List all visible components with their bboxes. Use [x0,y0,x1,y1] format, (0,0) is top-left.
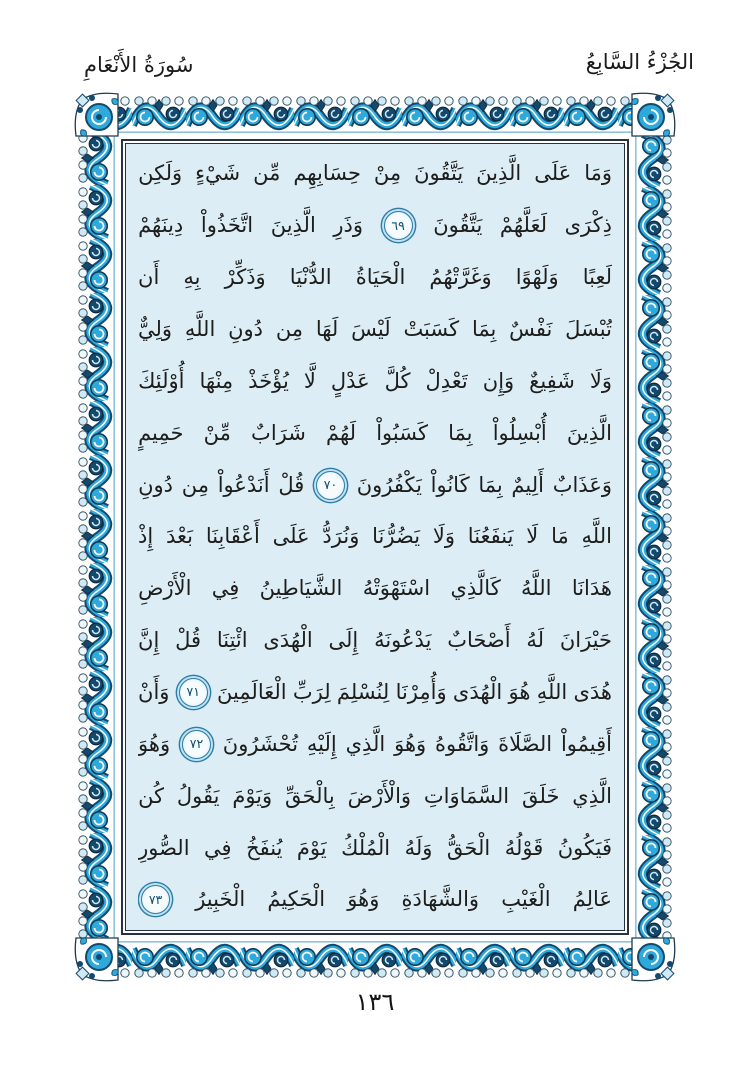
quran-word: بِالْحَقِّ [285,783,335,808]
quran-word: الْحَقُّ [446,835,491,860]
border-ornament-left-icon [78,133,115,941]
quran-word: وَلَهْوًا [515,265,559,290]
quran-word: يَتَّقُونَ [414,161,464,186]
quran-word: تَعْدِلْ [425,368,468,393]
quran-word: لَهَا [315,317,339,341]
mushaf-line [138,822,612,874]
quran-word: كَانُواْ [430,472,470,497]
quran-word: وَذَرِ [333,213,364,238]
quran-word: قَوْلُهُ [504,835,544,860]
quran-word: وَلَهُ [404,835,433,860]
quran-word: اللَّهِ [184,317,216,341]
mushaf-line [138,511,612,563]
quran-word: أَلِيمٌ [511,472,544,497]
quran-word: تُبْسَلَ [565,317,612,341]
ayah-marker: ٧١ [179,678,208,707]
quran-word: عَالِمُ [572,887,612,912]
surah-header: سُورَةُ الأَنْعَامِ [84,53,194,77]
ayah-marker: ٦٩ [384,211,413,240]
quran-word: الْحَيَاةُ [355,265,406,290]
quran-word: وَإِن [482,368,515,393]
quran-word: أَنَدْعُواْ [217,472,270,497]
quran-word: قُلْ [278,472,305,497]
quran-word: مِنْ [373,161,402,186]
corner-ornament-bottom-left-icon [72,936,120,984]
mushaf-line [138,615,612,667]
quran-word: لَعَلَّهُمْ [499,213,548,238]
quran-word: السَّمَاوَاتِ [423,783,510,808]
quran-word: اسْتَهْوَتْهُ [362,576,431,601]
mushaf-line [138,148,612,200]
quran-word: الدُّنْيَا [289,265,332,290]
quran-word: أَصْحَابٌ [447,628,511,653]
quran-word: وَهُوَ [138,731,171,756]
quran-word: يَدْعُونَهُ [374,628,432,653]
quran-word: إِلَيْهِ [306,731,337,756]
quran-word: مِن [181,472,209,497]
quran-word: يَتَّقُونَ [433,213,483,238]
juz-header: الجُزْءُ السَّابِعُ [585,50,694,74]
quran-word: وَلَا [432,524,455,549]
quran-word: الشَّيَاطِينُ [259,576,343,601]
quran-word: وَعَذَابٌ [552,472,612,497]
quran-word: إِلَى [328,628,359,653]
quran-word: وَأَنْ [138,680,170,705]
quran-word: وَلَكِن [138,161,183,186]
quran-word: اللَّهُ [521,576,552,601]
quran-word: حَمِيمٍ [138,420,184,445]
quran-word: شَرَابٌ [251,420,306,445]
quran-word: بِمَا [478,472,503,497]
ayah-marker: ٧٢ [182,730,211,759]
mushaf-line [138,770,612,822]
quran-word: هُدَى [573,680,612,705]
quran-word: لِنُسْلِمَ [336,680,390,705]
quran-word: وَالشَّهَادَةِ [401,887,480,912]
quran-word: إِذْ [138,524,154,549]
quran-word: كَسَبُواْ [376,420,428,445]
quran-word: وَمَا [584,161,612,186]
quran-word: دُونِ [228,317,264,341]
quran-word: أَعْقَابِنَا [205,524,260,549]
mushaf-line [138,407,612,459]
quran-word: الَّذِينَ [566,420,612,445]
mushaf-line [138,563,612,615]
quran-word: بِمَا [471,317,497,341]
mushaf-line [138,252,612,304]
quran-word: يَنفَعُنَا [467,524,514,549]
border-ornament-right-icon [635,133,672,941]
quran-word: يُؤْخَذْ [248,368,289,393]
quran-word: وَغَرَّتْهُمُ [429,265,492,290]
quran-word: وَلَا [589,368,612,393]
quran-word: بِهِ [183,265,201,290]
quran-word: قُلْ [175,628,202,653]
quran-word: لَّا [303,368,316,393]
quran-word: شَفِيعٌ [529,368,575,393]
quran-word: كَالَّذِي [450,576,501,601]
quran-word: يَوْمَ [296,835,327,860]
quran-word: الصُّورِ [138,835,190,860]
quran-word: حَيْرَانَ [559,628,612,653]
corner-ornament-bottom-right-icon [630,936,678,984]
quran-word: الْأَرْضِ [138,576,192,601]
quran-word: الصَّلَاةَ [498,731,553,756]
quran-word: يَكْفُرُونَ [356,472,422,497]
quran-word: مَا [551,524,569,549]
quran-word: وَاتَّقُوهُ [435,731,490,756]
page-number: ١٣٦ [355,988,395,1016]
quran-word: يَضُرُّنَا [372,524,421,549]
quran-word: عَلَى [534,161,572,186]
quran-word: ذِكْرَى [564,213,612,238]
quran-word: هُوَ [508,680,531,705]
corner-ornament-top-left-icon [72,90,120,138]
quran-word: شَيْءٍ [195,161,241,186]
quran-word: الْهُدَى [452,680,503,705]
quran-word: أَقِيمُواْ [560,731,612,756]
quran-word: عَدْلٍ [330,368,370,393]
border-ornament-bottom-icon [78,941,672,978]
quran-word: بَعْدَ [166,524,193,549]
quran-word: الْهُدَى [263,628,313,653]
quran-word: الْعَالَمِينَ [216,680,287,705]
quran-word: بِمَا [448,420,473,445]
quran-word: مِّنْ [203,420,231,445]
quran-word: وَنُرَدُّ [322,524,360,549]
quran-word: وَلِيٌّ [138,317,173,341]
quran-word: فِي [204,835,232,860]
quran-word: وَهُوَ [347,887,380,912]
quran-word: وَهُوَ [394,731,427,756]
quran-word: كَسَبَتْ [403,317,460,341]
quran-word: فَيَكُونُ [557,835,612,860]
quran-word: اتَّخَذُواْ [200,213,254,238]
quran-word: الَّذِينَ [270,213,316,238]
quran-word: أُوْلَئِكَ [138,368,185,393]
quran-word: اللَّهِ [536,680,568,705]
quran-word: لِرَبِّ [292,680,331,705]
quran-word: الْمُلْكُ [341,835,391,860]
quran-word: وَيَوْمَ [232,783,273,808]
quran-word: حِسَابِهِم [293,161,361,186]
quran-word: نَفْسٌ [509,317,553,341]
corner-ornament-top-right-icon [630,90,678,138]
mushaf-line [138,200,612,252]
quran-word: دُونِ [138,472,174,497]
quran-word: وَأُمِرْنَا [395,680,447,705]
quran-word: لَعِبًا [582,265,612,290]
quran-word: وَالْأَرْضَ [347,783,412,808]
quran-word: دِينَهُمْ [138,213,184,238]
quran-word: كُلَّ [384,368,411,393]
inner-rule-frame [121,139,629,935]
quran-word: هَدَانَا [571,576,612,601]
mushaf-line [138,355,612,407]
quran-word: أُبْسِلُواْ [492,420,547,445]
quran-word: تُحْشَرُونَ [222,731,299,756]
quran-word: عَلَى [272,524,310,549]
quran-word: مِنْهَا [199,368,234,393]
quran-word: فِي [211,576,240,601]
mushaf-text [125,143,625,931]
quran-word: الَّذِي [345,731,386,756]
quran-word: ائْتِنَا [216,628,248,653]
mushaf-line [138,304,612,356]
quran-word: لَيْسَ [351,317,391,341]
quran-word: لَهُمْ [326,420,357,445]
quran-word: لَهُ [526,628,545,653]
ayah-marker: ٧٣ [141,885,170,914]
quran-word: أَن [138,265,160,290]
quran-word: الْحَكِيمُ [267,887,326,912]
quran-word: إِنَّ [138,628,160,653]
decorative-frame [78,96,672,978]
quran-word: الَّذِي [572,783,612,808]
quran-word: لَا [526,524,539,549]
quran-word: وَذَكِّرْ [224,265,266,290]
mushaf-line [138,667,612,719]
quran-word: يُنفَخُ [246,835,283,860]
mushaf-line [138,459,612,511]
quran-word: خَلَقَ [522,783,560,808]
border-ornament-top-icon [78,96,672,133]
quran-word: يَقُولُ [176,783,220,808]
mushaf-line [138,874,612,926]
quran-word: اللَّهِ [581,524,612,549]
quran-word: كُن [138,783,165,808]
quran-word: مِّن [253,161,281,186]
quran-word: الْخَبِيرُ [195,887,246,912]
ayah-marker: ٧٠ [316,471,345,500]
mushaf-line [138,718,612,770]
quran-word: الَّذِينَ [476,161,522,186]
quran-word: مِن [275,317,304,341]
quran-word: الْغَيْبِ [501,887,551,912]
